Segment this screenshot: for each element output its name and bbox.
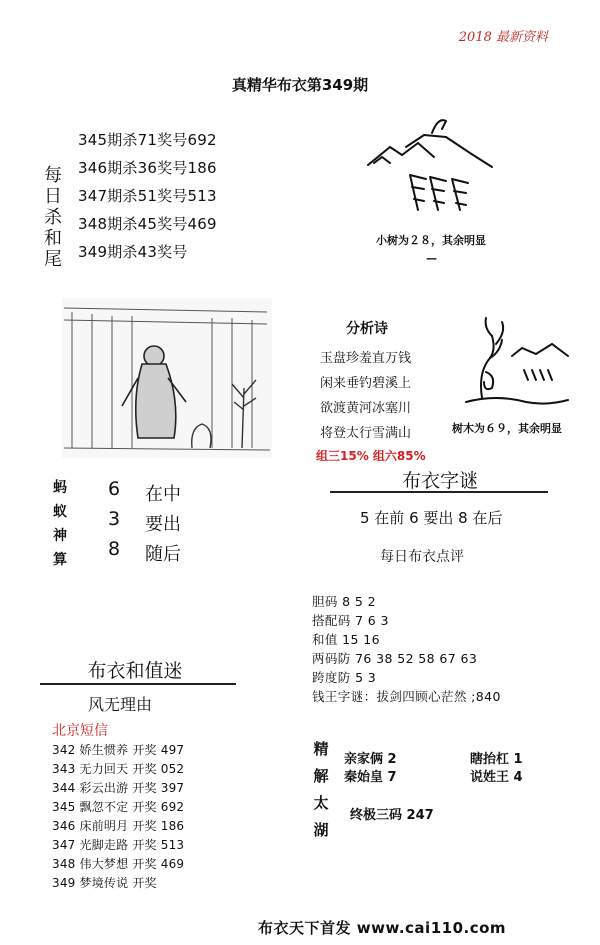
history-line: 342 娇生惯养 开奖 497: [52, 743, 185, 757]
ant-label: 蚂蚁神算: [53, 480, 67, 568]
ant-number: 8: [108, 538, 121, 560]
jingjie-item: 秦始皇 7: [344, 770, 397, 785]
code-line: 钱王字谜：拔剑四顾心茫然 ;840: [312, 689, 501, 704]
beijing-sms-title: 北京短信: [52, 723, 108, 739]
ant-word: 在中: [145, 484, 181, 505]
history-line: 347 光脚走路 开奖 513: [52, 838, 185, 852]
scholar-illustration: [62, 298, 272, 458]
kill-line: 347期杀51奖号513: [78, 187, 217, 205]
poem-line: 欲渡黄河冰塞川: [320, 401, 412, 416]
kill-line: 345期杀71奖号692: [78, 131, 217, 149]
code-line: 和值 15 16: [312, 632, 380, 647]
final-three-codes: 终极三码 247: [350, 808, 434, 823]
mountain-bird-sketch: [360, 115, 510, 215]
history-line: 345 飘忽不定 开奖 692: [52, 800, 185, 814]
history-line: 343 无力回天 开奖 052: [52, 762, 185, 776]
history-line: 348 伟大梦想 开奖 469: [52, 857, 185, 871]
ant-word: 要出: [145, 514, 181, 535]
jingjie-item: 说姓王 4: [470, 770, 523, 785]
tree-note-dash: —: [426, 252, 437, 265]
page-title: 真精华布衣第349期: [231, 76, 369, 94]
poem-title: 分析诗: [346, 321, 388, 337]
sum-riddle-heading: 布衣和值迷: [87, 660, 183, 682]
code-line: 两码防 76 38 52 58 67 63: [312, 651, 478, 666]
poem-line: 玉盘珍羞直万钱: [320, 351, 412, 366]
ant-number: 3: [108, 508, 121, 530]
kill-side-label: 每日杀和尾: [44, 165, 62, 270]
code-line: 跨度防 5 3: [312, 670, 377, 685]
jingjie-item: 瞎抬杠 1: [470, 752, 523, 767]
poem-line: 闲来垂钓碧溪上: [320, 376, 412, 391]
kill-line: 348期杀45奖号469: [78, 215, 217, 233]
kill-line: 349期杀43奖号: [78, 243, 188, 261]
riddle-text: 5 在前 6 要出 8 在后: [360, 509, 503, 527]
kill-line: 346期杀36奖号186: [78, 159, 217, 177]
tree-note-1: 小树为２８，其余明显: [376, 234, 486, 247]
review-title: 每日布衣点评: [380, 549, 464, 565]
history-line: 346 床前明月 开奖 186: [52, 819, 185, 833]
jingjie-label: 精解太湖: [313, 740, 329, 839]
poem-line: 将登太行雪满山: [320, 426, 412, 441]
sum-riddle-subtitle: 风无理由: [88, 695, 153, 714]
corner-tag: 2018 最新资料: [458, 30, 548, 45]
ant-word: 随后: [145, 544, 181, 565]
history-line: 349 梦境传说 开奖: [52, 876, 157, 890]
group-percent: 组三15% 组六85%: [316, 449, 426, 463]
ant-number: 6: [108, 478, 121, 500]
footer-site: 布衣天下首发 www.cai110.com: [258, 919, 507, 937]
jingjie-item: 亲家俩 2: [344, 752, 397, 767]
riddle-divider: [330, 491, 548, 493]
code-line: 胆码 8 5 2: [312, 594, 376, 609]
code-line: 搭配码 7 6 3: [312, 613, 389, 628]
riddle-heading: 布衣字谜: [401, 470, 478, 492]
tree-note-2: 树木为６９，其余明显: [452, 422, 562, 435]
tree-sketch: [456, 312, 578, 422]
history-line: 344 彩云出游 开奖 397: [52, 781, 185, 795]
sum-riddle-divider: [40, 683, 236, 685]
